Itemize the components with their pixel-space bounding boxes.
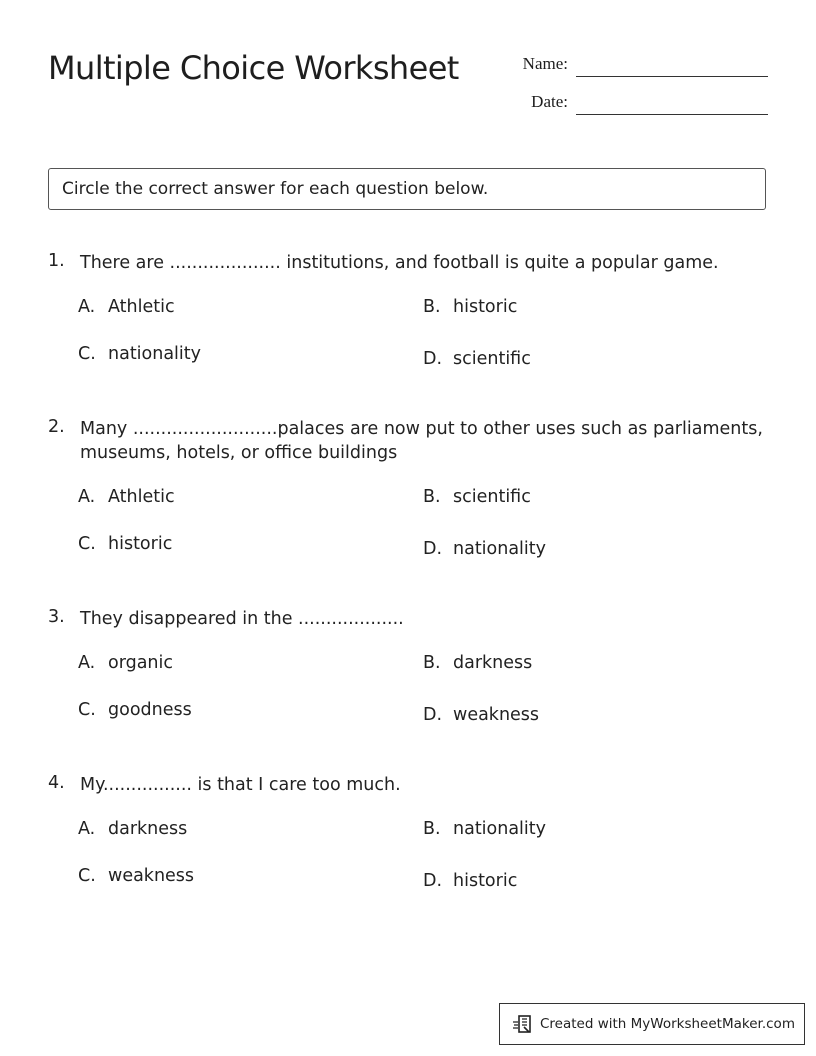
question-2: [48, 417, 778, 469]
option-4d: [423, 871, 517, 891]
date-line: [576, 114, 768, 115]
option-text: scientific: [453, 487, 531, 507]
option-2d: [423, 539, 546, 559]
option-2a: [78, 487, 175, 507]
footer-text: Created with MyWorksheetMaker.com: [540, 1016, 795, 1032]
option-3d: [423, 705, 539, 725]
option-3b: [423, 653, 532, 673]
option-letter: D.: [423, 871, 443, 891]
name-field: [0, 54, 816, 78]
option-text: nationality: [108, 344, 202, 364]
date-label: Date:: [531, 92, 568, 111]
question-number: 4.: [48, 773, 65, 793]
option-text: darkness: [108, 819, 188, 839]
option-text: scientific: [453, 349, 531, 369]
question-text: Many ..........................palaces are now put to other uses such as parliaments, museums, hotels, or office buildings: [80, 419, 763, 463]
option-1b: [423, 297, 517, 317]
option-letter: A.: [78, 653, 96, 673]
question-text: They disappeared in the ...................: [80, 609, 404, 629]
question-number: 2.: [48, 417, 65, 437]
option-text: Athletic: [108, 487, 175, 507]
option-text: nationality: [453, 539, 547, 559]
question-number: 3.: [48, 607, 65, 627]
option-text: historic: [453, 871, 518, 891]
page-title: Multiple Choice Worksheet: [48, 49, 459, 87]
option-4b: [423, 819, 546, 839]
option-letter: D.: [423, 539, 443, 559]
worksheet-maker-logo-icon: [512, 1013, 534, 1035]
instructions-box: Circle the correct answer for each question below.: [48, 168, 766, 210]
option-letter: B.: [423, 819, 441, 839]
option-letter: D.: [423, 705, 443, 725]
option-letter: D.: [423, 349, 443, 369]
option-text: weakness: [108, 866, 195, 886]
option-text: weakness: [453, 705, 540, 725]
option-text: Athletic: [108, 297, 175, 317]
option-4c: [78, 866, 194, 886]
option-letter: B.: [423, 653, 441, 673]
option-text: historic: [108, 534, 173, 554]
question-3: [48, 607, 778, 637]
option-letter: A.: [78, 819, 96, 839]
option-text: historic: [453, 297, 518, 317]
date-field: [0, 92, 816, 116]
option-letter: C.: [78, 700, 96, 720]
option-letter: C.: [78, 344, 96, 364]
question-4: [48, 773, 778, 803]
option-text: goodness: [108, 700, 192, 720]
option-3c: [78, 700, 192, 720]
option-letter: B.: [423, 487, 441, 507]
question-text: There are .................... institutions, and football is quite a popular game.: [80, 253, 719, 273]
option-1c: [78, 344, 201, 364]
question-number: 1.: [48, 251, 65, 271]
name-label: Name:: [522, 54, 568, 73]
question-text: My................ is that I care too much.: [80, 775, 401, 795]
option-1a: [78, 297, 175, 317]
option-2b: [423, 487, 531, 507]
option-4a: [78, 819, 187, 839]
option-letter: B.: [423, 297, 441, 317]
footer-credit[interactable]: [499, 1003, 805, 1045]
option-letter: C.: [78, 534, 96, 554]
option-text: darkness: [453, 653, 533, 673]
option-letter: A.: [78, 297, 96, 317]
question-1: [48, 251, 778, 281]
option-1d: [423, 349, 531, 369]
option-letter: A.: [78, 487, 96, 507]
option-letter: C.: [78, 866, 96, 886]
option-3a: [78, 653, 173, 673]
option-text: organic: [108, 653, 174, 673]
option-text: nationality: [453, 819, 547, 839]
option-2c: [78, 534, 172, 554]
name-line: [576, 76, 768, 77]
